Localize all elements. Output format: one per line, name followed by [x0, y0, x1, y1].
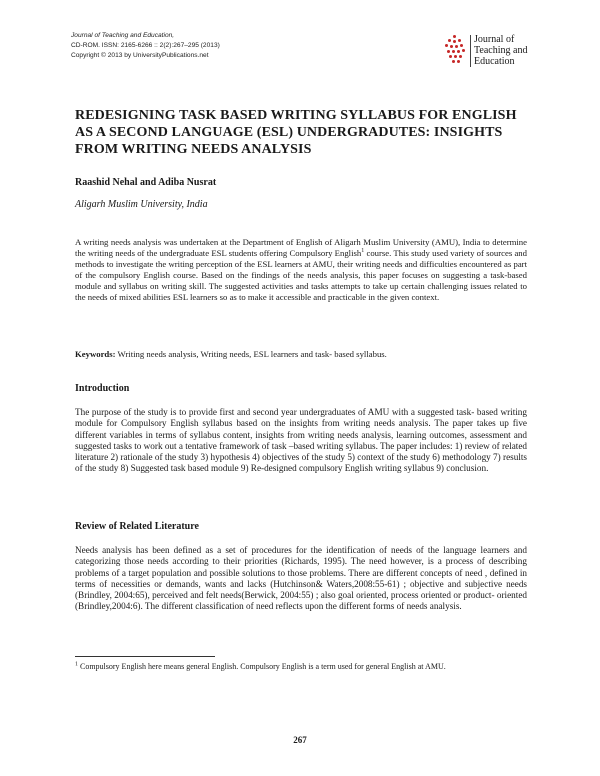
introduction-paragraph: The purpose of the study is to provide first and second year undergraduates of AMU with a suggested task- based writing module for Compulsory English syllabus based on the insights from writing needs analysis. The paper takes up five different variables in terms of syllabus content, insights from writing needs analysis, learning outcomes, assessment and suggested tasks to work out a tentative framework of task –based writing syllabus. The paper includes: 1) review of related literature 2) rationale of the study 3) hypothesis 4) objectives of the study 5) context of the study 6) methodology 7) results of the study 8) Suggested task based module 9) Re-designed compulsory English writing syllabus 9) conclusion. — [75, 407, 527, 474]
logo-divider — [470, 35, 471, 67]
section-heading-introduction: Introduction — [75, 383, 130, 394]
logo-text — [474, 34, 554, 67]
title-line: AS A SECOND LANGUAGE (ESL) UNDERGRADUTES: INSIGHTS — [75, 125, 503, 140]
paper-title — [75, 107, 535, 158]
logo-line: Education — [474, 56, 515, 67]
logo-line: Teaching and — [474, 45, 528, 56]
title-line: FROM WRITING NEEDS ANALYSIS — [75, 142, 312, 157]
footnote-number: 1 — [75, 661, 78, 668]
section-heading-review: Review of Related Literature — [75, 521, 199, 532]
abstract-text: course. This study used variety of sources and methods to investigate the writing perception of the ESL learners at AMU, their writing needs and difficulties encountered as part of the compulsory English course. Based on the findings of the needs analysis, this paper focuses on suggesting a task-based module and syllabus on writing skill. The suggested activities and tasks attempts to take up certain challenging issues related to the needs of mixed abilities ESL learners so as to make it accessible and practicable in the given context. — [75, 248, 527, 303]
authors: Raashid Nehal and Adiba Nusrat — [75, 177, 217, 188]
issn-line: CD-ROM. ISSN: 2165-6266 :: 2(2):267–295 (2013) — [71, 42, 220, 49]
title-line: REDESIGNING TASK BASED WRITING SYLLABUS FOR ENGLISH — [75, 108, 517, 123]
logo-line: Journal of — [474, 34, 515, 45]
running-header — [71, 31, 331, 61]
keywords-text: Writing needs analysis, Writing needs, ESL learners and task- based syllabus. — [115, 349, 387, 359]
journal-logo — [444, 33, 544, 73]
review-paragraph: Needs analysis has been defined as a set of procedures for the identification of needs of the language learners and categorizing those needs according to their priorities (Richards, 1995). The need however, is a process of describing problems of a target population and possible solutions to those problems. There are different concepts of need , defined in terms of necessities or demands, wants and lacks (Hutchinson& Waters,2008:55-61) ; objective and subjective needs (Brindley, 2004:65), perceived and felt needs(Berwick, 2004:55) ; also goal oriented, process oriented or product- oriented (Brindley,2004:6). The different classification of need reflects upon the different forms of needs analysis. — [75, 545, 527, 612]
affiliation: Aligarh Muslim University, India — [75, 199, 208, 210]
footnote-text: Compulsory English here means general English. Compulsory English is a term used for general English at AMU. — [78, 662, 446, 671]
page-number: 267 — [293, 735, 307, 745]
abstract — [75, 237, 527, 304]
footnote-marker[interactable]: 1 — [361, 248, 365, 255]
logo-dots-icon — [444, 35, 466, 63]
footnote — [75, 662, 535, 672]
footnote-divider — [75, 656, 215, 657]
abstract-text: A writing needs analysis was undertaken at the Department of English of Aligarh Muslim University (AMU), India to determine the writing needs of the undergraduate ESL students offering Compulsory English — [75, 237, 527, 259]
journal-name: Journal of Teaching and Education, — [71, 32, 175, 39]
copyright-line: Copyright © 2013 by UniversityPublications.net — [71, 52, 209, 59]
keywords — [75, 349, 527, 359]
keywords-label: Keywords: — [75, 349, 116, 359]
